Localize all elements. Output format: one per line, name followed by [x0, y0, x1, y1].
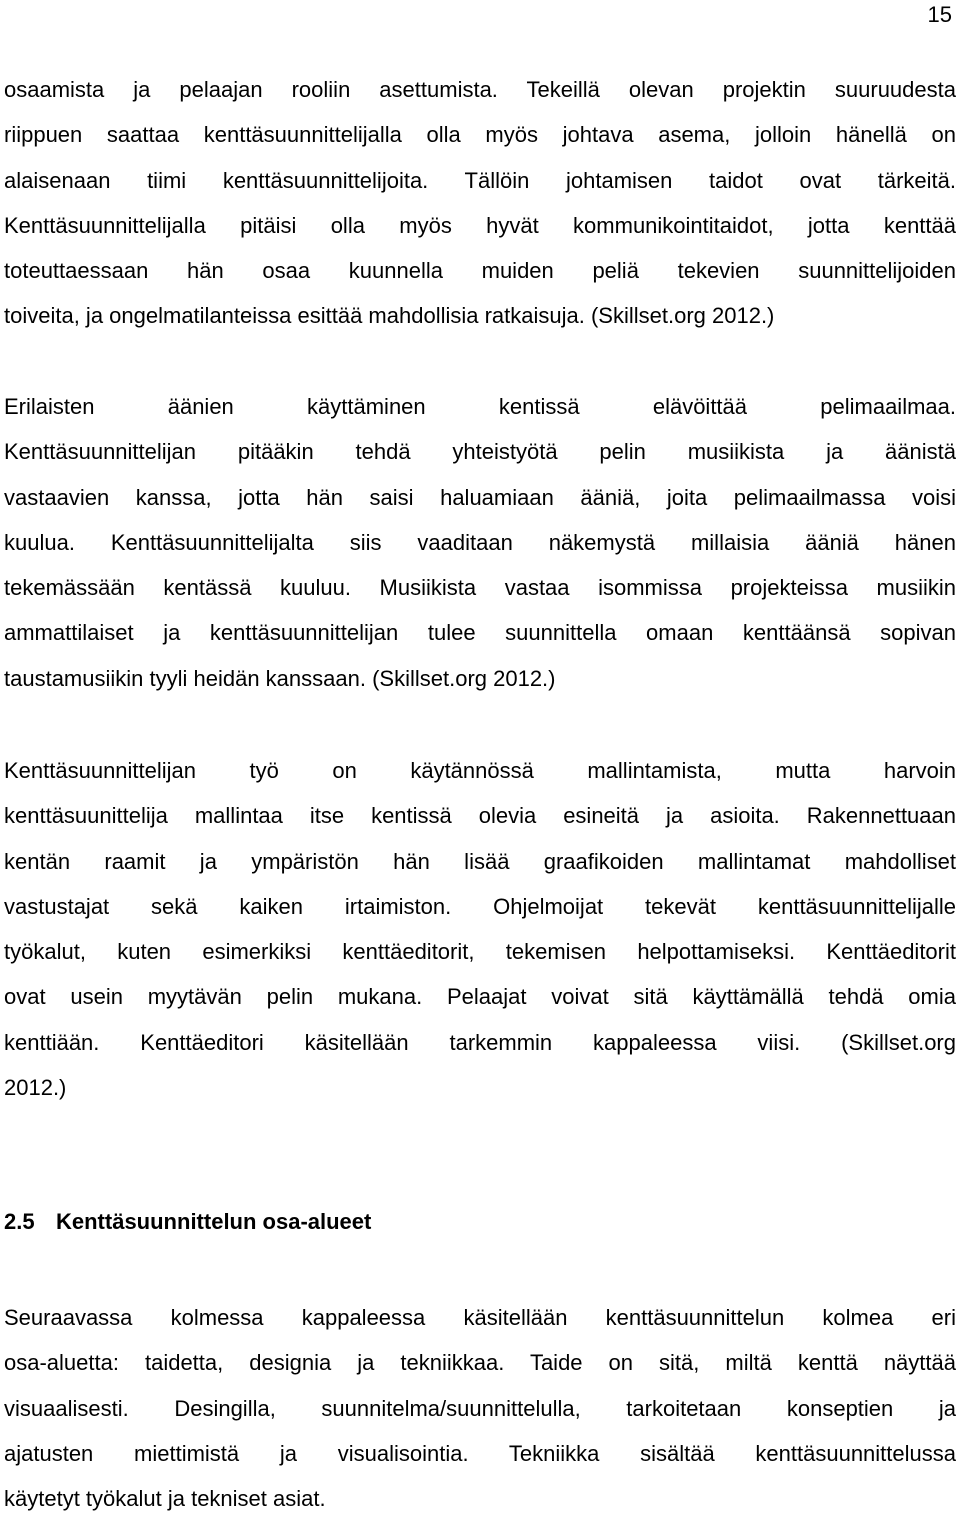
section-heading: [4, 1205, 371, 1239]
text-line: työkalut, kuten esimerkiksi kenttäeditorit, tekemisen helpottamiseksi. Kenttäeditorit: [4, 939, 956, 965]
section-number: 2.5: [4, 1209, 35, 1234]
text-line: visuaalisesti. Desingilla, suunnitelma/suunnittelulla, tarkoitetaan konseptien ja: [4, 1395, 956, 1421]
text-line: osaamista ja pelaajan rooliin asettumista. Tekeillä olevan projektin suuruudesta: [4, 77, 956, 102]
text-line: toteuttaessaan hän osaa kuunnella muiden peliä tekevien suunnittelijoiden: [4, 258, 956, 284]
text-line: Erilaisten äänien käyttäminen kentissä elävöittää pelimaailmaa.: [4, 394, 956, 419]
text-line: ovat usein myytävän pelin mukana. Pelaajat voivat sitä käyttämällä tehdä omia: [4, 984, 956, 1010]
text-line: alaisenaan tiimi kenttäsuunnittelijoita. Tällöin johtamisen taidot ovat tärkeitä.: [4, 167, 956, 193]
text-line: vastustajat sekä kaiken irtaimiston. Ohjelmoijat tekevät kenttäsuunnittelijalle: [4, 893, 956, 919]
text-line: kenttäsuunittelija mallintaa itse kentissä olevia esineitä ja asioita. Rakennettuaan: [4, 803, 956, 829]
text-line: tekemässään kentässä kuuluu. Musiikista vastaa isommissa projekteissa musiikin: [4, 575, 956, 601]
paragraph-1: [4, 67, 956, 339]
text-line: Kenttäsuunnittelijan pitääkin tehdä yhteistyötä pelin musiikista ja äänistä: [4, 439, 956, 465]
text-line: käytetyt työkalut ja tekniset asiat.: [4, 1486, 326, 1512]
paragraph-3: [4, 748, 956, 1110]
text-line: osa-aluetta: taidetta, designia ja tekniikkaa. Taide on sitä, miltä kenttä näyttää: [4, 1350, 956, 1376]
text-line: kenttiään. Kenttäeditori käsitellään tarkemmin kappaleessa viisi. (Skillset.org: [4, 1029, 956, 1055]
text-line: taustamusiikin tyyli heidän kanssaan. (Skillset.org 2012.): [4, 665, 556, 691]
text-line: Kenttäsuunnittelijalla pitäisi olla myös hyvät kommunikointitaidot, jotta kenttää: [4, 212, 956, 238]
text-line: kuulua. Kenttäsuunnittelijalta siis vaaditaan näkemystä millaisia ääniä hänen: [4, 529, 956, 555]
text-line: kentän raamit ja ympäristön hän lisää graafikoiden mallintamat mahdolliset: [4, 848, 956, 874]
paragraph-2: [4, 384, 956, 701]
text-line: Seuraavassa kolmessa kappaleessa käsitellään kenttäsuunnittelun kolmea eri: [4, 1305, 956, 1330]
text-line: vastaavien kanssa, jotta hän saisi haluamiaan ääniä, joita pelimaailmassa voisi: [4, 484, 956, 510]
text-line: toiveita, ja ongelmatilanteissa esittää mahdollisia ratkaisuja. (Skillset.org 2012.): [4, 303, 775, 329]
text-line: 2012.): [4, 1075, 67, 1101]
paragraph-4: [4, 1295, 956, 1521]
text-line: ammattilaiset ja kenttäsuunnittelijan tulee suunnittella omaan kenttäänsä sopivan: [4, 620, 956, 646]
text-line: riippuen saattaa kenttäsuunnittelijalla olla myös johtava asema, jolloin hänellä on: [4, 122, 956, 148]
text-line: Kenttäsuunnittelijan työ on käytännössä mallintamista, mutta harvoin: [4, 758, 956, 783]
text-line: ajatusten miettimistä ja visualisointia. Tekniikka sisältää kenttäsuunnittelussa: [4, 1440, 956, 1466]
page-number: 15: [927, 2, 952, 27]
section-title: Kenttäsuunnittelun osa-alueet: [56, 1209, 372, 1234]
